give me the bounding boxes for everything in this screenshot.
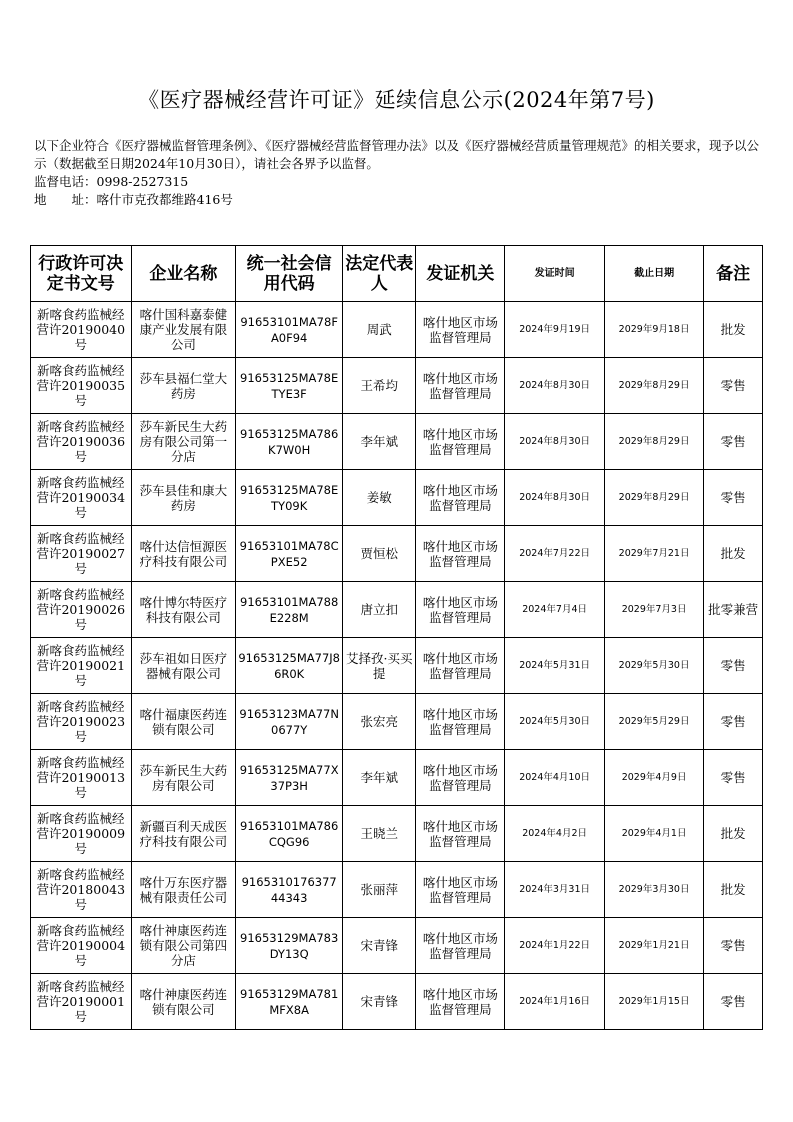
header-expiry-date: 截止日期 [604, 246, 703, 302]
credit-code-cell: 91653125MA78ETYE3F [236, 358, 343, 414]
table-row [31, 302, 763, 358]
legal-rep-cell: 宋青锋 [343, 918, 416, 974]
company-cell: 喀什福康医药连锁有限公司 [131, 694, 236, 750]
issue-date-cell: 2024年9月19日 [505, 302, 604, 358]
table-row [31, 806, 763, 862]
doc-no-cell: 新喀食药监械经营许20190036号 [31, 414, 132, 470]
document-title: 《医疗器械经营许可证》延续信息公示(2024年第7号) [138, 88, 655, 112]
header-authority: 发证机关 [416, 246, 505, 302]
table-row [31, 918, 763, 974]
note-cell: 零售 [704, 470, 763, 526]
credit-code-cell: 91653129MA783DY13Q [236, 918, 343, 974]
doc-no-cell: 新喀食药监械经营许20190035号 [31, 358, 132, 414]
table-row [31, 750, 763, 806]
note-cell: 零售 [704, 694, 763, 750]
company-cell: 莎车县福仁堂大药房 [131, 358, 236, 414]
authority-cell: 喀什地区市场监督管理局 [416, 414, 505, 470]
legal-rep-cell: 贾恒松 [343, 526, 416, 582]
issue-date-cell: 2024年8月30日 [505, 414, 604, 470]
legal-rep-cell: 唐立扣 [343, 582, 416, 638]
expiry-date-cell: 2029年8月29日 [604, 414, 703, 470]
expiry-date-cell: 2029年1月21日 [604, 918, 703, 974]
table-row [31, 638, 763, 694]
authority-cell: 喀什地区市场监督管理局 [416, 470, 505, 526]
company-cell: 喀什博尔特医疗科技有限公司 [131, 582, 236, 638]
doc-no-cell: 新喀食药监械经营许20180043号 [31, 862, 132, 918]
doc-no-cell: 新喀食药监械经营许20190013号 [31, 750, 132, 806]
expiry-date-cell: 2029年4月9日 [604, 750, 703, 806]
credit-code-cell: 91653125MA786K7W0H [236, 414, 343, 470]
company-cell: 喀什国科嘉泰健康产业发展有限公司 [131, 302, 236, 358]
legal-rep-cell: 宋青锋 [343, 974, 416, 1030]
header-credit-code: 统一社会信用代码 [236, 246, 343, 302]
note-cell: 批零兼营 [704, 582, 763, 638]
credit-code-cell: 91653125MA77J86R0K [236, 638, 343, 694]
note-cell: 零售 [704, 414, 763, 470]
issue-date-cell: 2024年3月31日 [505, 862, 604, 918]
authority-cell: 喀什地区市场监督管理局 [416, 918, 505, 974]
expiry-date-cell: 2029年5月29日 [604, 694, 703, 750]
authority-cell: 喀什地区市场监督管理局 [416, 806, 505, 862]
doc-no-cell: 新喀食药监械经营许20190027号 [31, 526, 132, 582]
authority-cell: 喀什地区市场监督管理局 [416, 358, 505, 414]
company-cell: 喀什达信恒源医疗科技有限公司 [131, 526, 236, 582]
issue-date-cell: 2024年7月4日 [505, 582, 604, 638]
issue-date-cell: 2024年8月30日 [505, 470, 604, 526]
expiry-date-cell: 2029年8月29日 [604, 470, 703, 526]
credit-code-cell: 91653101MA788E228M [236, 582, 343, 638]
issue-date-cell: 2024年7月22日 [505, 526, 604, 582]
doc-no-cell: 新喀食药监械经营许20190040号 [31, 302, 132, 358]
note-cell: 零售 [704, 358, 763, 414]
issue-date-cell: 2024年1月16日 [505, 974, 604, 1030]
expiry-date-cell: 2029年1月15日 [604, 974, 703, 1030]
authority-cell: 喀什地区市场监督管理局 [416, 302, 505, 358]
doc-no-cell: 新喀食药监械经营许20190026号 [31, 582, 132, 638]
supervision-phone: 监督电话：0998-2527315 [34, 174, 189, 189]
company-cell: 喀什万东医疗器械有限责任公司 [131, 862, 236, 918]
doc-no-cell: 新喀食药监械经营许20190004号 [31, 918, 132, 974]
header-company: 企业名称 [131, 246, 236, 302]
company-cell: 莎车县佳和康大药房 [131, 470, 236, 526]
doc-no-cell: 新喀食药监械经营许20190009号 [31, 806, 132, 862]
authority-cell: 喀什地区市场监督管理局 [416, 974, 505, 1030]
legal-rep-cell: 姜敏 [343, 470, 416, 526]
issue-date-cell: 2024年8月30日 [505, 358, 604, 414]
legal-rep-cell: 李年斌 [343, 750, 416, 806]
doc-no-cell: 新喀食药监械经营许20190034号 [31, 470, 132, 526]
note-cell: 零售 [704, 918, 763, 974]
credit-code-cell: 91653125MA78ETY09K [236, 470, 343, 526]
table-row [31, 974, 763, 1030]
header-legal-rep: 法定代表人 [343, 246, 416, 302]
credit-code-cell: 916531017637744343 [236, 862, 343, 918]
company-cell: 莎车新民生大药房有限公司 [131, 750, 236, 806]
legal-rep-cell: 艾择孜·买买提 [343, 638, 416, 694]
issue-date-cell: 2024年1月22日 [505, 918, 604, 974]
table-row [31, 694, 763, 750]
intro-section [34, 137, 764, 209]
expiry-date-cell: 2029年9月18日 [604, 302, 703, 358]
expiry-date-cell: 2029年5月30日 [604, 638, 703, 694]
table-row [31, 358, 763, 414]
note-cell: 批发 [704, 526, 763, 582]
credit-code-cell: 91653101MA78FA0F94 [236, 302, 343, 358]
issue-date-cell: 2024年5月30日 [505, 694, 604, 750]
issue-date-cell: 2024年4月10日 [505, 750, 604, 806]
company-cell: 喀什神康医药连锁有限公司第四分店 [131, 918, 236, 974]
doc-no-cell: 新喀食药监械经营许20190001号 [31, 974, 132, 1030]
authority-cell: 喀什地区市场监督管理局 [416, 694, 505, 750]
license-table [30, 245, 763, 1030]
expiry-date-cell: 2029年7月3日 [604, 582, 703, 638]
company-cell: 喀什神康医药连锁有限公司 [131, 974, 236, 1030]
note-cell: 零售 [704, 638, 763, 694]
authority-cell: 喀什地区市场监督管理局 [416, 862, 505, 918]
legal-rep-cell: 李年斌 [343, 414, 416, 470]
note-cell: 批发 [704, 862, 763, 918]
table-row [31, 582, 763, 638]
note-cell: 批发 [704, 806, 763, 862]
header-issue-date: 发证时间 [505, 246, 604, 302]
credit-code-cell: 91653129MA781MFX8A [236, 974, 343, 1030]
doc-no-cell: 新喀食药监械经营许20190021号 [31, 638, 132, 694]
note-cell: 零售 [704, 750, 763, 806]
header-note: 备注 [704, 246, 763, 302]
legal-rep-cell: 王晓兰 [343, 806, 416, 862]
authority-cell: 喀什地区市场监督管理局 [416, 750, 505, 806]
legal-rep-cell: 周武 [343, 302, 416, 358]
expiry-date-cell: 2029年4月1日 [604, 806, 703, 862]
expiry-date-cell: 2029年3月30日 [604, 862, 703, 918]
legal-rep-cell: 王希均 [343, 358, 416, 414]
note-cell: 零售 [704, 974, 763, 1030]
table-header-row [31, 246, 763, 302]
table-row [31, 470, 763, 526]
table-row [31, 526, 763, 582]
credit-code-cell: 91653125MA77X37P3H [236, 750, 343, 806]
note-cell: 批发 [704, 302, 763, 358]
table-row [31, 862, 763, 918]
company-cell: 新疆百利天成医疗科技有限公司 [131, 806, 236, 862]
issue-date-cell: 2024年4月2日 [505, 806, 604, 862]
company-cell: 莎车祖如日医疗器械有限公司 [131, 638, 236, 694]
expiry-date-cell: 2029年7月21日 [604, 526, 703, 582]
header-doc-no: 行政许可决定书文号 [31, 246, 132, 302]
company-cell: 莎车新民生大药房有限公司第一分店 [131, 414, 236, 470]
expiry-date-cell: 2029年8月29日 [604, 358, 703, 414]
office-address: 地 址：喀什市克孜都维路416号 [34, 192, 233, 207]
table-body [31, 302, 763, 1030]
authority-cell: 喀什地区市场监督管理局 [416, 582, 505, 638]
table-row [31, 414, 763, 470]
legal-rep-cell: 张宏亮 [343, 694, 416, 750]
credit-code-cell: 91653101MA786CQG96 [236, 806, 343, 862]
legal-rep-cell: 张丽萍 [343, 862, 416, 918]
intro-text: 以下企业符合《医疗器械监督管理条例》、《医疗器械经营监督管理办法》以及《医疗器械经营质量管理规范》的相关要求，现予以公示（数据截至日期2024年10月30日），请社会各界予以监督。 [34, 138, 760, 171]
doc-no-cell: 新喀食药监械经营许20190023号 [31, 694, 132, 750]
credit-code-cell: 91653101MA78CPXE52 [236, 526, 343, 582]
issue-date-cell: 2024年5月31日 [505, 638, 604, 694]
authority-cell: 喀什地区市场监督管理局 [416, 526, 505, 582]
credit-code-cell: 91653123MA77N0677Y [236, 694, 343, 750]
authority-cell: 喀什地区市场监督管理局 [416, 638, 505, 694]
